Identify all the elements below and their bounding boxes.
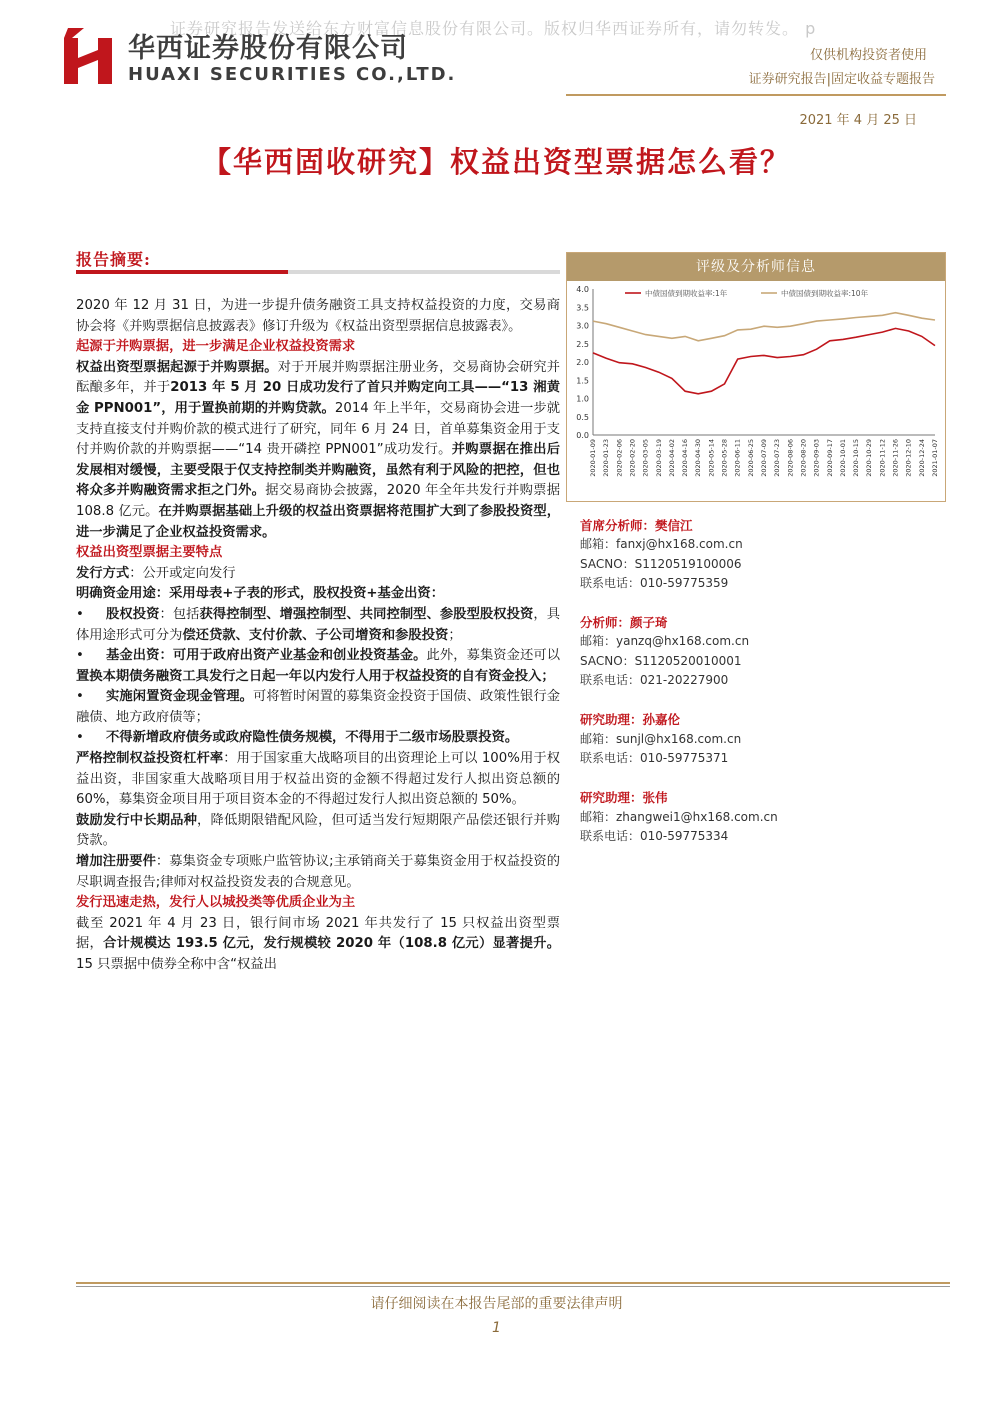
analyst-role: 研究助理：张伟 bbox=[580, 790, 668, 806]
feature-leverage: 严格控制权益投资杠杆率：用于国家重大战略项目的出资理论上可以 100%用于权益出资，非国家重大战略项目用于权益出资的金额不得超过发行人拟出资总额的 60%，募集资金项目用于项目资本金的不得超过发行人拟出资总额的 50%。 bbox=[76, 751, 561, 808]
y-tick-label: 0.0 bbox=[576, 431, 589, 440]
analyst-sac: SACNO：S1120520010001 bbox=[580, 653, 742, 668]
audience-note: 仅供机构投资者使用 bbox=[809, 48, 927, 63]
x-tick-label: 2020-08-20 bbox=[799, 439, 808, 477]
analyst-list bbox=[580, 516, 940, 866]
analyst-sac: SACNO：S1120519100006 bbox=[580, 556, 742, 571]
bullet-fund-contribution: • 基金出资：可用于政府出资产业基金和创业投资基金。此外，募集资金还可以置换本期债务融资工具发行之日起一年以内发行人用于权益投资的自有资金投入； bbox=[76, 648, 561, 684]
x-tick-label: 2020-07-23 bbox=[773, 439, 782, 477]
section-heading-features: 权益出资型票据主要特点 bbox=[76, 545, 223, 561]
x-tick-label: 2020-12-10 bbox=[904, 439, 913, 477]
summary-underline-gray bbox=[288, 270, 560, 274]
summary-heading: 报告摘要: bbox=[76, 250, 151, 269]
yield-chart bbox=[567, 281, 945, 501]
analyst-card bbox=[580, 516, 940, 593]
summary-body bbox=[76, 296, 560, 976]
x-tick-label: 2020-04-16 bbox=[681, 439, 690, 477]
x-tick-label: 2020-10-01 bbox=[838, 439, 847, 477]
x-tick-label: 2020-04-30 bbox=[694, 439, 703, 477]
section-heading-origin: 起源于并购票据，进一步满足企业权益投资需求 bbox=[76, 339, 356, 355]
analyst-card bbox=[580, 613, 940, 690]
legend-label: 中债国债到期收益率:10年 bbox=[781, 289, 869, 298]
y-tick-label: 1.5 bbox=[576, 376, 589, 386]
x-tick-label: 2020-09-17 bbox=[825, 439, 834, 477]
y-tick-label: 0.5 bbox=[576, 412, 589, 422]
rating-analyst-panel bbox=[566, 252, 946, 502]
x-tick-label: 2020-02-20 bbox=[628, 439, 637, 477]
footer-divider-thin bbox=[76, 1286, 950, 1287]
analyst-role: 分析师：颜子琦 bbox=[580, 615, 668, 631]
x-tick-label: 2020-10-15 bbox=[852, 439, 861, 477]
x-tick-label: 2020-11-12 bbox=[878, 439, 887, 477]
series-line bbox=[593, 328, 935, 393]
x-tick-label: 2020-06-11 bbox=[733, 439, 742, 477]
analyst-email[interactable]: 邮箱：yanzq@hx168.com.cn bbox=[580, 634, 750, 649]
x-tick-label: 2020-07-09 bbox=[760, 439, 768, 477]
company-name-en: HUAXI SECURITIES CO.,LTD. bbox=[128, 64, 457, 85]
x-tick-label: 2020-09-03 bbox=[812, 439, 821, 477]
x-tick-label: 2020-10-29 bbox=[865, 439, 874, 477]
analyst-phone: 联系电话：010-59775334 bbox=[580, 828, 729, 843]
feature-tenor: 鼓励发行中长期品种，降低期限错配风险，但可适当发行短期限产品偿还银行并购贷款。 bbox=[76, 812, 561, 849]
summary-underline bbox=[76, 270, 288, 274]
y-tick-label: 2.5 bbox=[576, 339, 589, 349]
analyst-role: 首席分析师：樊信江 bbox=[580, 518, 693, 533]
footer-divider bbox=[76, 1282, 950, 1284]
x-tick-label: 2020-01-23 bbox=[602, 439, 611, 477]
paragraph-intro: 2020 年 12 月 31 日，为进一步提升债务融资工具支持权益投资的力度，交易商协会将《并购票据信息披露表》修订升级为《权益出资型票据信息披露表》。 bbox=[76, 298, 560, 334]
y-tick-label: 4.0 bbox=[576, 285, 589, 294]
bullet-cash-management: • 实施闲置资金现金管理。可将暂时闲置的募集资金投资于国债、政策性银行金融债、地方政府债等； bbox=[76, 689, 561, 725]
x-tick-label: 2020-12-24 bbox=[917, 439, 926, 477]
series-line bbox=[593, 313, 935, 341]
x-tick-label: 2020-05-14 bbox=[707, 439, 716, 477]
feature-registration: 增加注册要件：募集资金专项账户监管协议;主承销商关于募集资金用于权益投资的尽职调查报告;律师对权益投资发表的合规意见。 bbox=[76, 854, 560, 890]
paragraph-origin: 权益出资型票据起源于并购票据。对于开展并购票据注册业务，交易商协会研究并酝酿多年，并于2013 年 5 月 20 日成功发行了首只并购定向工具——“13 湘黄金 PPN001”，用于置换前期的并购贷款。2014 年上半年，交易商协会进一步就支持直接支付并购价款的模式进行了研究，同年 6 月 24 日，首单募集资金用于支付并购价款的并购票据——“14 贵开磷控 PPN001”成功发行。并购票据在推出后发展相对缓慢，主要受限于仅支持控制类并购融资，虽然有利于风险的把控，但也将众多并购融资需求拒之门外。据交易商协会披露，2020 年全年共发行并购票据 108.8 亿元。在并购票据基础上升级的权益出资票据将范围扩大到了参股投资型，进一步满足了企业权益投资需求。 bbox=[76, 359, 561, 540]
x-tick-label: 2020-08-06 bbox=[786, 439, 795, 477]
analyst-phone: 联系电话：010-59775359 bbox=[580, 575, 729, 590]
y-tick-label: 1.0 bbox=[576, 394, 589, 404]
x-tick-label: 2021-01-07 bbox=[931, 439, 939, 477]
x-tick-label: 2020-11-26 bbox=[891, 439, 900, 477]
analyst-role: 研究助理：孙嘉伦 bbox=[580, 712, 681, 728]
analyst-card bbox=[580, 788, 940, 846]
feature-issuance: 发行方式：公开或定向发行 bbox=[76, 565, 236, 581]
page-number: 1 bbox=[492, 1320, 501, 1336]
analyst-email[interactable]: 邮箱：zhangwei1@hx168.com.cn bbox=[580, 809, 778, 824]
section-heading-issuance: 发行迅速走热，发行人以城投类等优质企业为主 bbox=[76, 895, 356, 911]
x-tick-label: 2020-03-19 bbox=[654, 439, 663, 477]
x-tick-label: 2020-02-06 bbox=[615, 439, 624, 477]
x-tick-label: 2020-06-25 bbox=[746, 439, 755, 477]
watermark: 证券研究报告发送给东方财富信息股份有限公司。版权归华西证券所有，请勿转发。 p bbox=[170, 19, 817, 38]
analyst-card bbox=[580, 710, 940, 768]
x-tick-label: 2020-05-28 bbox=[720, 439, 729, 477]
company-name-cn: 华西证券股份有限公司 bbox=[128, 33, 408, 64]
x-tick-label: 2020-01-09 bbox=[589, 439, 597, 477]
analyst-email[interactable]: 邮箱：sunjl@hx168.com.cn bbox=[580, 731, 742, 746]
company-logo-icon bbox=[62, 28, 114, 84]
x-tick-label: 2020-03-05 bbox=[641, 439, 650, 477]
legal-notice: 请仔细阅读在本报告尾部的重要法律声明 bbox=[370, 1296, 623, 1312]
analyst-phone: 联系电话：021-20227900 bbox=[580, 673, 729, 688]
y-tick-label: 3.0 bbox=[576, 321, 589, 331]
bullet-equity-investment: • 股权投资：包括获得控制型、增强控制型、共同控制型、参股型股权投资，具体用途形式可分为偿还贷款、支付价款、子公司增资和参股投资； bbox=[76, 606, 561, 643]
analyst-email[interactable]: 邮箱：fanxj@hx168.com.cn bbox=[580, 537, 743, 552]
y-tick-label: 3.5 bbox=[576, 303, 589, 313]
x-tick-label: 2020-04-02 bbox=[667, 439, 676, 477]
header-divider bbox=[566, 94, 946, 96]
paragraph-issuance: 截至 2021 年 4 月 23 日，银行间市场 2021 年共发行了 15 只权益出资型票据，合计规模达 193.5 亿元，发行规模较 2020 年（108.8 亿元）显著提升。15 只票据中债券全称中含“权益出 bbox=[76, 915, 561, 972]
report-date: 2021 年 4 月 25 日 bbox=[799, 113, 917, 128]
legend-label: 中债国债到期收益率:1年 bbox=[645, 289, 728, 298]
bullet-restriction: • 不得新增政府债务或政府隐性债务规模，不得用于二级市场股票投资。 bbox=[76, 730, 519, 746]
report-type: 证券研究报告|固定收益专题报告 bbox=[748, 72, 935, 87]
panel-heading: 评级及分析师信息 bbox=[567, 253, 945, 281]
y-tick-label: 2.0 bbox=[576, 358, 589, 367]
analyst-phone: 联系电话：010-59775371 bbox=[580, 750, 729, 765]
feature-use-of-funds: 明确资金用途：采用母表+子表的形式，股权投资+基金出资： bbox=[76, 586, 445, 602]
report-title: 【华西固收研究】权益出资型票据怎么看？ bbox=[201, 145, 791, 179]
